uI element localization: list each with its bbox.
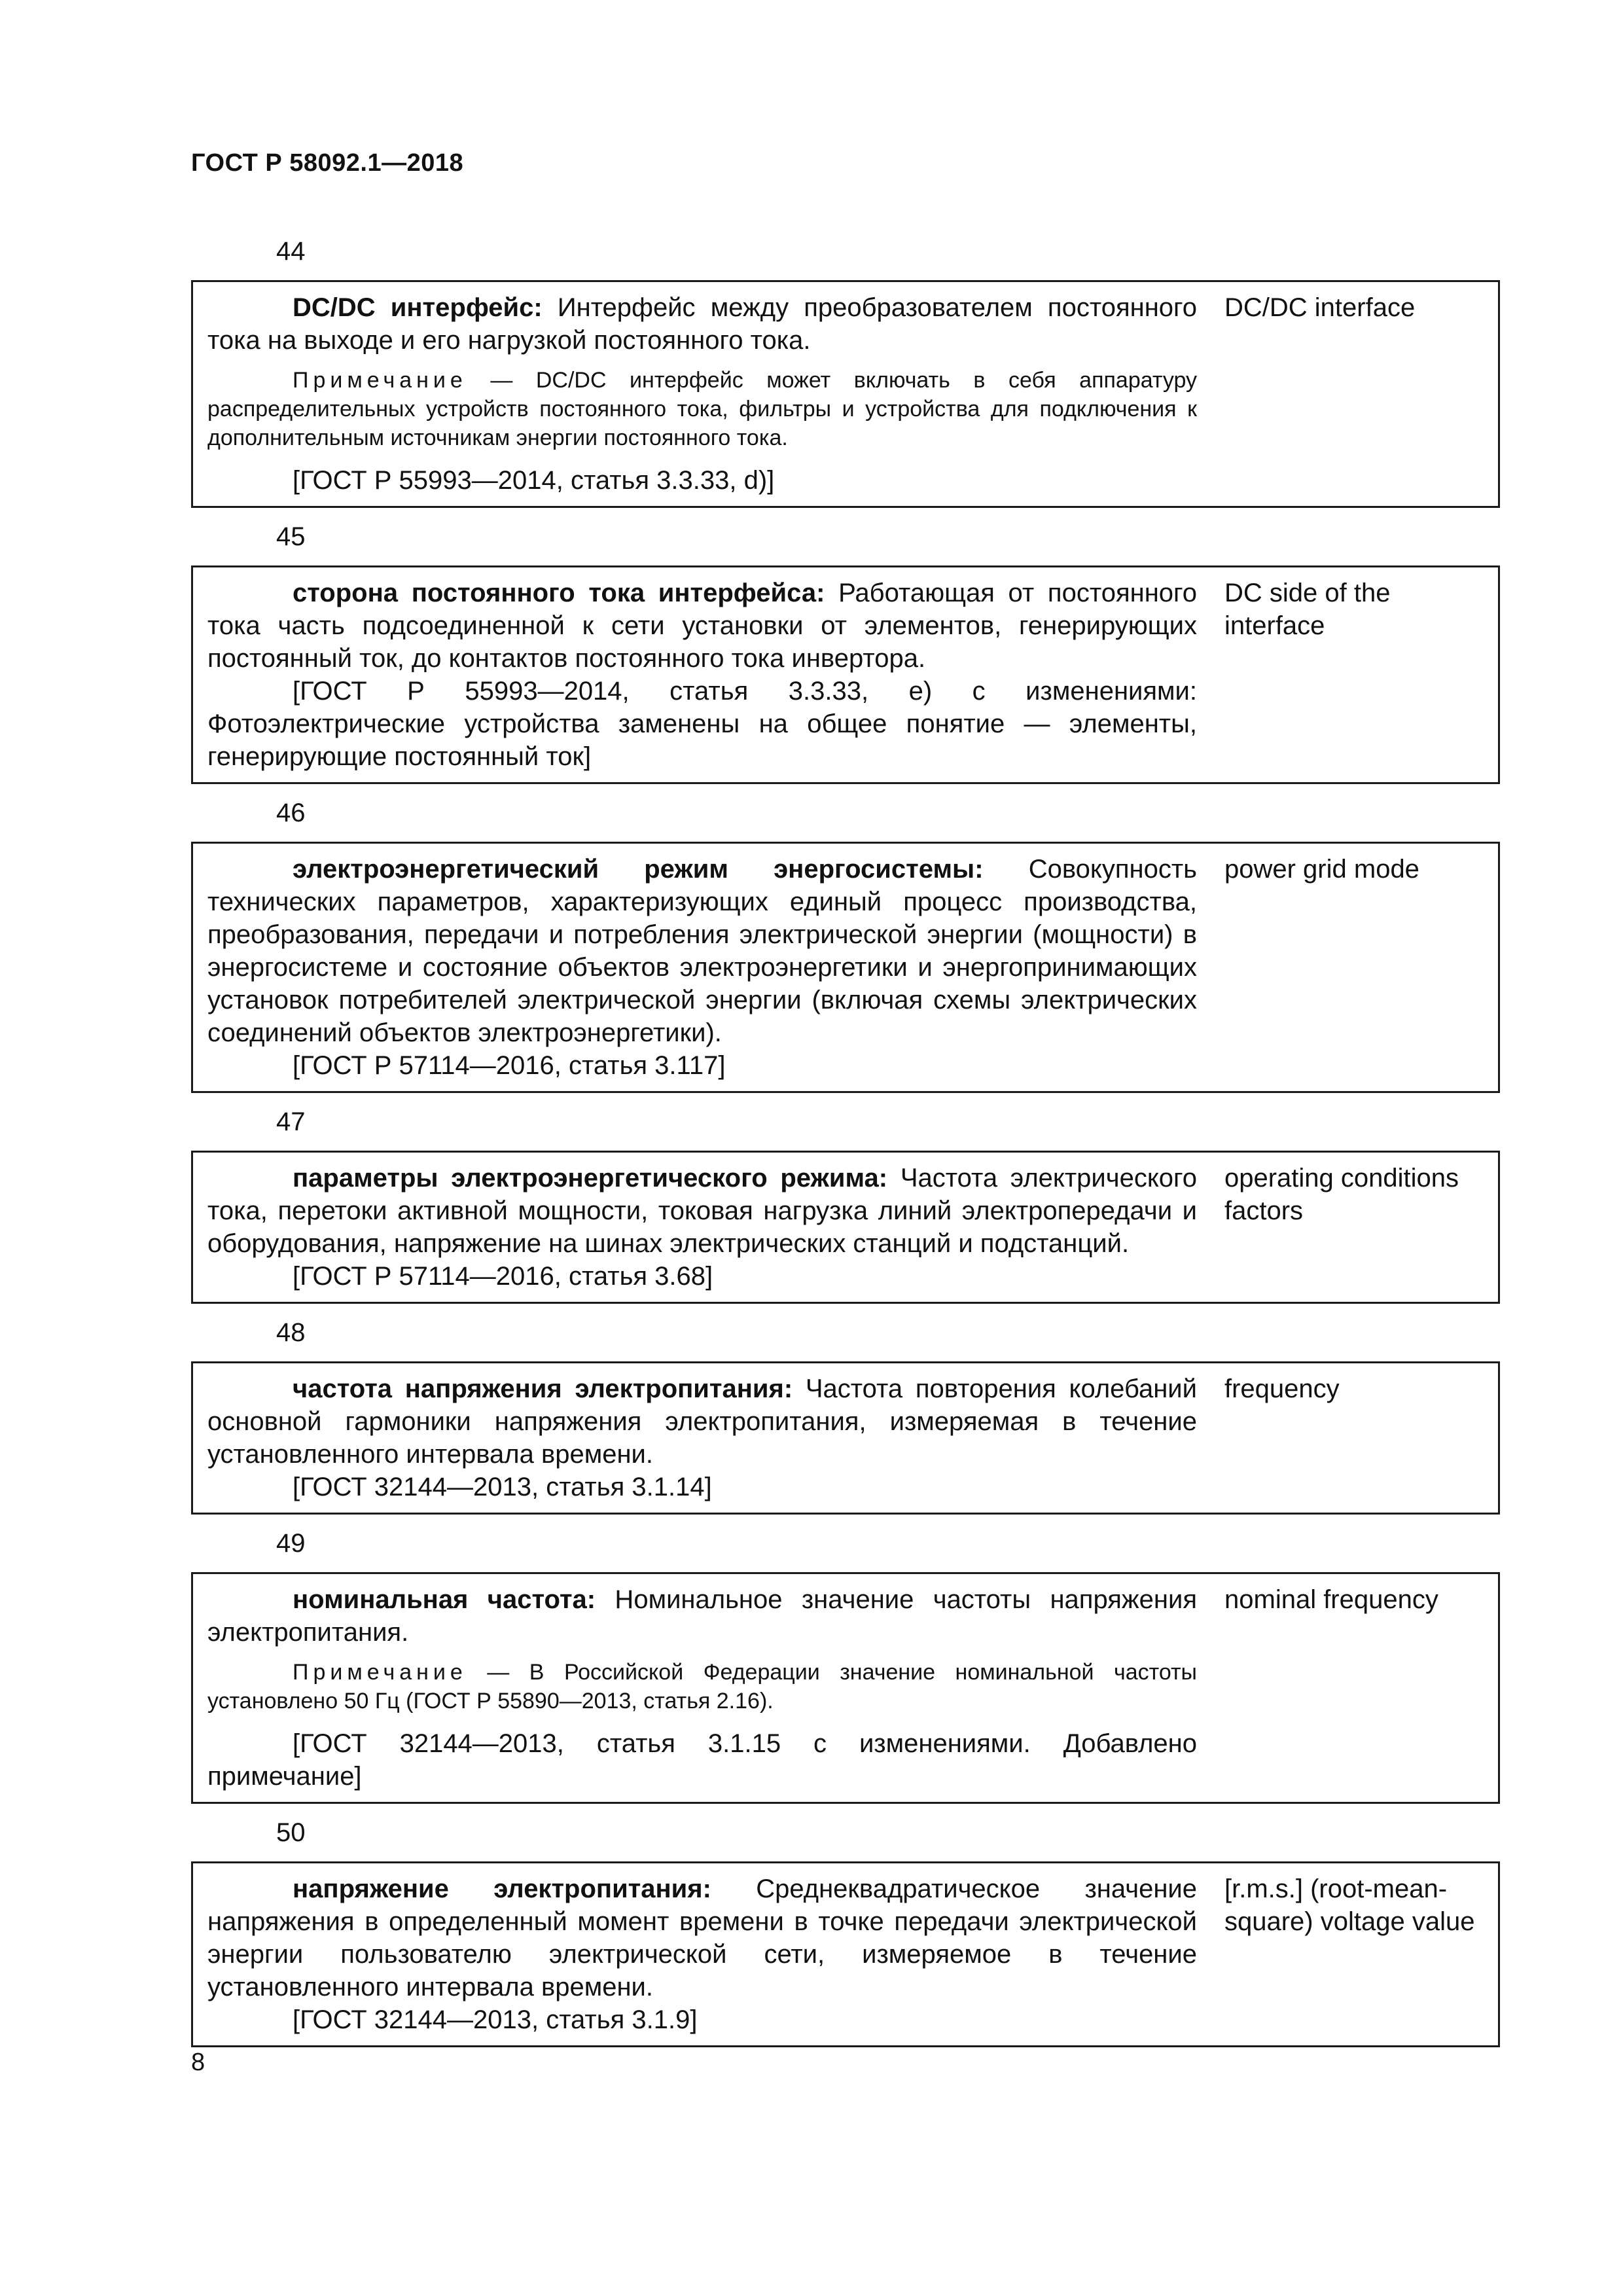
definition-text: Частота повторения колебаний основной гармоники напряжения электропитания, измеряемая в течение установленного интервала времени. [207, 1374, 1197, 1469]
definition-text: Частота электрического тока, перетоки активной мощности, токовая нагрузка линий электропередачи и оборудования, напряжение на шинах электрических станций и подстанций. [207, 1164, 1198, 1258]
note-label: Примечание [293, 368, 467, 393]
note [207, 1658, 1197, 1715]
term-definition-cell [193, 1574, 1207, 1802]
term-definition-cell [193, 1153, 1207, 1302]
entry-number: 44 [276, 237, 306, 266]
source-reference: [ГОСТ Р 57114—2016, статья 3.117] [293, 1051, 726, 1080]
definition [207, 1162, 1197, 1260]
term-entry [191, 1361, 1500, 1515]
definition [207, 853, 1197, 1049]
entry-number: 47 [276, 1107, 306, 1136]
english-equivalent: frequency [1224, 1374, 1340, 1403]
term-entry [191, 1861, 1500, 2047]
definition-text: Среднеквадратическое значение напряжения в определенный момент времени в точке передачи электрической энергии пользователю электрической сети, измеряемое в течение установленного интервала времени. [207, 1874, 1198, 2001]
source-reference: [ГОСТ 32144—2013, статья 3.1.9] [293, 2005, 698, 2034]
entry-number: 49 [276, 1529, 306, 1558]
term-entry [191, 280, 1500, 508]
definition [207, 1583, 1197, 1649]
definition-text: Номинальное значение частоты напряжения электропитания. [207, 1585, 1197, 1647]
term-definition-cell [193, 1363, 1207, 1513]
source-reference: [ГОСТ Р 55993—2014, статья 3.3.33, d)] [293, 466, 775, 495]
term-definition-cell [193, 844, 1207, 1091]
definition-text: Работающая от постоянного тока часть подсоединенной к сети установки от элементов, генерирующих постоянный ток, до контактов постоянного тока инвертора. [207, 579, 1197, 673]
term-name: частота напряжения электропитания: [293, 1374, 793, 1403]
english-equivalent: DC side of the interface [1224, 579, 1391, 640]
entry-number: 50 [276, 1818, 306, 1847]
english-equivalent: power grid mode [1224, 855, 1419, 884]
english-equivalent: [r.m.s.] (root-mean-square) voltage value [1224, 1874, 1475, 1936]
term-entry [191, 842, 1500, 1093]
source-reference: [ГОСТ 32144—2013, статья 3.1.14] [293, 1473, 712, 1501]
source-reference: [ГОСТ Р 57114—2016, статья 3.68] [293, 1262, 713, 1291]
note-text: — В Российской Федерации значение номинальной частоты установлено 50 Гц (ГОСТ Р 55890—2013, статья 2.16). [207, 1660, 1197, 1713]
term-name: напряжение электропитания: [293, 1874, 711, 1903]
term-name: DC/DC интерфейс: [293, 293, 543, 322]
terms-list [191, 223, 1500, 2047]
entry-number: 45 [276, 522, 306, 551]
term-name: сторона постоянного тока интерфейса: [293, 579, 825, 607]
english-equivalent: operating conditions factors [1224, 1164, 1459, 1225]
definition [207, 291, 1197, 357]
note-text: — DC/DC интерфейс может включать в себя аппаратуру распределительных устройств постоянного тока, фильтры и устройства для подключения к дополнительным источникам энергии постоянного тока. [207, 368, 1197, 450]
term-entry [191, 565, 1500, 784]
definition [207, 577, 1197, 675]
term-definition-cell [193, 282, 1207, 506]
definition [207, 1372, 1197, 1471]
source-reference: [ГОСТ 32144—2013, статья 3.1.15 с изменениями. Добавлено примечание] [207, 1729, 1197, 1791]
page-number: 8 [191, 2049, 205, 2076]
term-name: номинальная частота: [293, 1585, 596, 1614]
english-equivalent: nominal frequency [1224, 1585, 1438, 1614]
english-equivalent: DC/DC interface [1224, 293, 1416, 322]
entry-number: 46 [276, 798, 306, 827]
term-name: параметры электроэнергетического режима: [293, 1164, 888, 1193]
term-definition-cell [193, 567, 1207, 782]
entry-number: 48 [276, 1318, 306, 1347]
term-entry [191, 1572, 1500, 1804]
document-header: ГОСТ Р 58092.1—2018 [191, 149, 464, 177]
term-entry [191, 1151, 1500, 1304]
note-label: Примечание [293, 1660, 467, 1685]
definition-text: Совокупность технических параметров, характеризующих единый процесс производства, преобразования, передачи и потребления электрической энергии (мощности) в энергосистеме и состояние объектов электроэнергетики и энергопринимающих установок потребителей электрической энергии (включая схемы электрических соединений объектов электроэнергетики). [207, 855, 1197, 1047]
definition [207, 1873, 1197, 2003]
note [207, 366, 1197, 452]
definition-text: Интерфейс между преобразователем постоянного тока на выходе и его нагрузкой постоянного тока. [207, 293, 1197, 355]
term-name: электроэнергетический режим энергосистемы: [293, 855, 984, 884]
term-definition-cell [193, 1863, 1207, 2045]
source-reference: [ГОСТ Р 55993—2014, статья 3.3.33, е) с изменениями: Фотоэлектрические устройства заменены на общее понятие — элементы, генерирующие постоянный ток] [207, 677, 1197, 771]
